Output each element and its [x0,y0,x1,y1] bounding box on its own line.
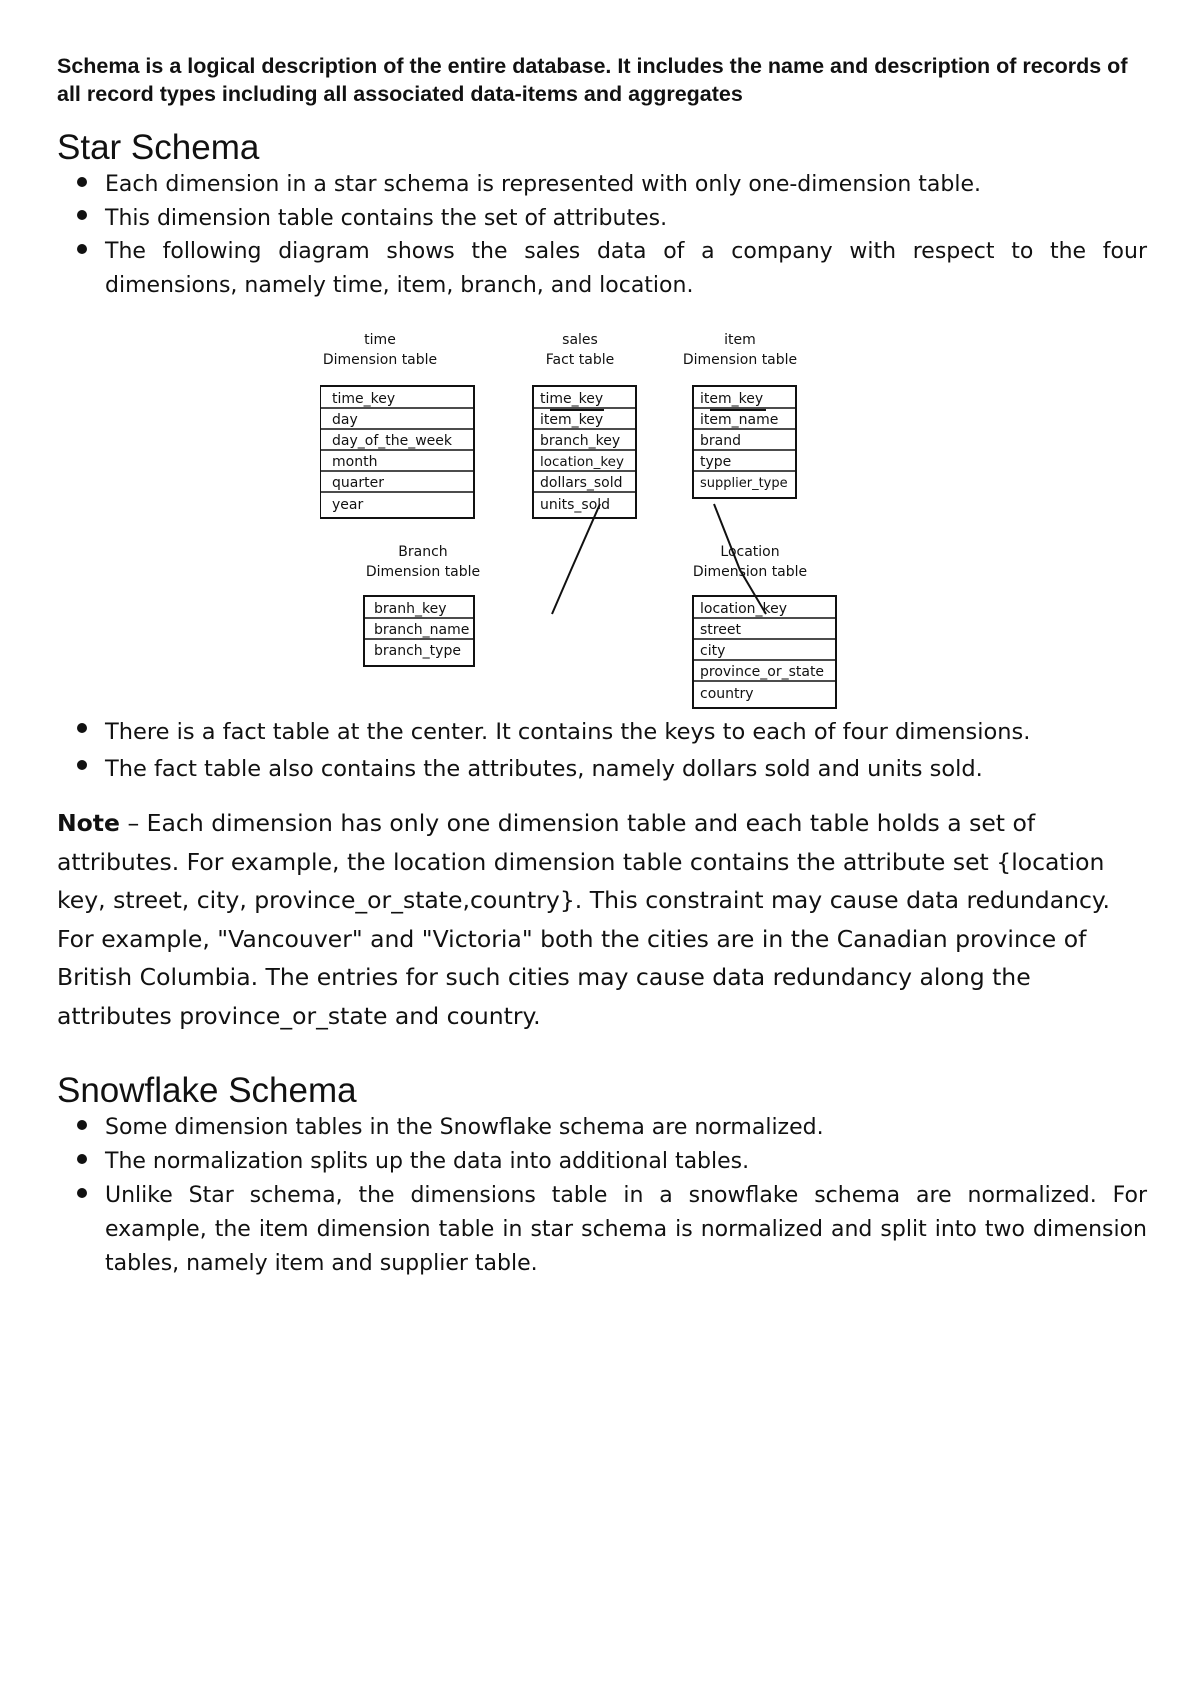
star-schema-diagram [320,324,940,714]
item-field: type [700,454,732,470]
note-label: Note [57,809,120,837]
time-table [320,386,474,518]
location-field: country [700,686,754,702]
star-bullets-top [57,168,1147,302]
time-field: day [332,412,358,428]
list-item: This dimension table contains the set of attributes. [57,202,1147,236]
list-item: The following diagram shows the sales data of a company with respect to the four dimensions, namely time, item, branch, and location. [57,235,1147,302]
time-table-name: time [364,332,396,348]
snowflake-bullets [57,1111,1147,1281]
branch-table [364,596,474,666]
note-text: – Each dimension has only one dimension table and each table holds a set of attributes. For example, the location dimension table contains the attribute set {location key, street, city, province_or_state,country}. This constraint may cause data redundancy. For example, "Vancouver" and "Victoria" both the cities are in the Canadian province of British Columbia. The entries for such cities may cause data redundancy along the attributes province_or_state and country. [57,809,1110,1030]
location-table-name: Location [720,544,780,560]
sales-field: branch_key [540,433,621,449]
sales-field: time_key [540,391,604,407]
sales-table-kind: Fact table [545,352,615,368]
location-field: location_key [700,601,788,617]
star-schema-svg [320,324,940,714]
branch-field: branch_name [374,622,470,638]
time-table-kind: Dimension table [322,352,438,368]
sales-field: location_key [540,454,624,470]
location-field: street [700,622,741,638]
list-item: Each dimension in a star schema is represented with only one-dimension table. [57,168,1147,202]
list-item: Unlike Star schema, the dimensions table in a snowflake schema are normalized. For example, the item dimension table in star schema is normalized and split into two dimension tables, namely item and supplier table. [57,1179,1147,1281]
list-item: Some dimension tables in the Snowflake schema are normalized. [57,1111,1147,1145]
time-field: year [332,497,364,513]
connector-sales-branch [552,504,600,614]
list-item: The fact table also contains the attributes, namely dollars sold and units sold. [57,751,1147,788]
sales-table-name: sales [562,332,598,348]
branch-table-name: Branch [398,544,448,560]
item-field: item_key [700,391,764,407]
item-table-kind: Dimension table [682,352,798,368]
branch-table-kind: Dimension table [365,564,481,580]
branch-field: branch_type [374,643,461,659]
item-field: brand [700,433,741,449]
note-paragraph [57,804,1147,1035]
document-page [57,52,1147,1281]
branch-field: branh_key [374,601,447,617]
item-table [693,386,796,498]
item-table-name: item [724,332,756,348]
sales-field: units_sold [540,497,611,513]
sales-field: item_key [540,412,604,428]
time-field: time_key [332,391,396,407]
sales-fact-table [533,386,636,518]
location-table-kind: Dimension table [692,564,808,580]
item-field: item_name [700,412,779,428]
list-item: The normalization splits up the data into additional tables. [57,1145,1147,1179]
location-field: city [700,643,726,659]
time-field: day_of_the_week [332,433,453,449]
time-field: quarter [332,475,384,491]
time-field: month [332,454,378,470]
sales-field: dollars_sold [540,475,623,491]
intro-paragraph: Schema is a logical description of the entire database. It includes the name and description of records of all record types including all associated data-items and aggregates [57,54,1128,106]
location-table [693,596,836,708]
star-bullets-bottom [57,714,1147,788]
location-field: province_or_state [700,664,825,680]
list-item: There is a fact table at the center. It contains the keys to each of four dimensions. [57,714,1147,751]
item-field: supplier_type [700,476,788,491]
star-schema-heading: Star Schema [57,128,260,167]
snowflake-schema-heading: Snowflake Schema [57,1071,357,1110]
